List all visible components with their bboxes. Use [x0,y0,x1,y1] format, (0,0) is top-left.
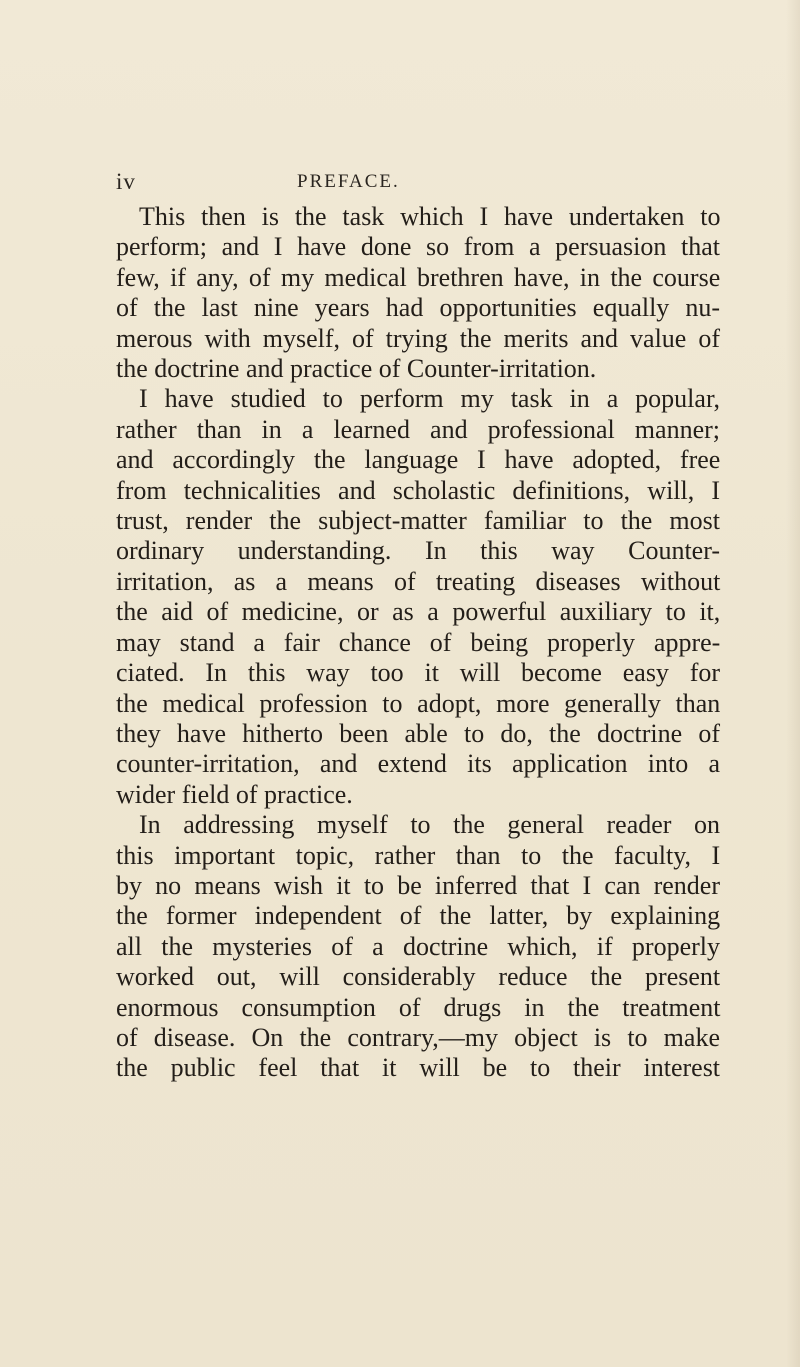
text-line: they have hitherto been able to do, the doctrine of [116,718,720,748]
body-text [116,202,720,1084]
text-line: worked out, will considerably reduce the present [116,962,721,992]
text-line: and accordingly the language I have adopted, free [116,445,721,475]
text-line: of the last nine years had opportunities equally nu- [116,293,721,323]
text-line: the former independent of the latter, by explaining [116,901,721,931]
text-line: This then is the task which I have undertaken to [139,202,721,231]
text-line: of disease. On the contrary,—my object is to make [116,1022,720,1052]
text-line: this important topic, rather than to the faculty, I [116,840,721,870]
text-line: In addressing myself to the general reader on [139,810,720,840]
text-line: perform; and I have done so from a persuasion that [116,232,720,262]
text-line: the medical profession to adopt, more generally than [116,688,721,718]
text-line: the public feel that it will be to their interest [116,1053,721,1083]
text-line: from technicalities and scholastic definitions, will, I [116,475,721,505]
text-line: the doctrine and practice of Counter-irritation. [116,354,597,384]
text-line: ordinary understanding. In this way Counter- [116,536,720,566]
text-line: counter-irritation, and extend its application into a [116,749,720,779]
text-line: by no means wish it to be inferred that I can render [116,870,720,900]
text-line: all the mysteries of a doctrine which, if properly [116,931,720,961]
page-number: iv [116,169,136,194]
text-line: the aid of medicine, or as a powerful auxiliary to it, [116,597,721,627]
text-line: ciated. In this way too it will become easy for [116,658,721,688]
text-line: merous with myself, of trying the merits and value of [116,323,720,353]
text-line: I have studied to perform my task in a popular, [139,384,721,414]
page-edge-shadow [786,0,800,1367]
running-head: PREFACE. [297,171,400,192]
text-line: rather than in a learned and professional manner; [116,414,720,444]
text-line: may stand a fair chance of being properly appre- [116,627,721,657]
text-line: few, if any, of my medical brethren have, in the course [116,262,721,292]
text-line: enormous consumption of drugs in the treatment [116,992,721,1022]
text-line: trust, render the subject-matter familiar to the most [116,506,720,536]
text-line: irritation, as a means of treating diseases without [116,566,721,596]
page-header [0,167,800,197]
text-line: wider field of practice. [116,779,353,809]
